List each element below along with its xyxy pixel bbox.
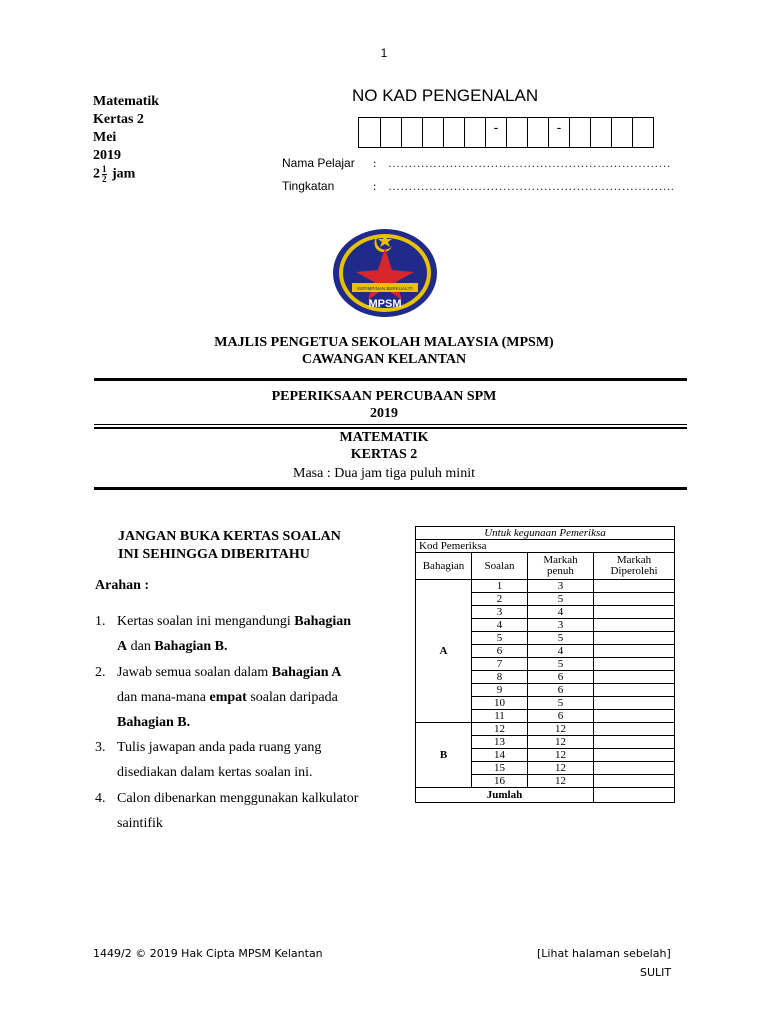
ic-cell[interactable] bbox=[359, 118, 380, 147]
ic-cell[interactable] bbox=[632, 118, 653, 147]
divider-2a bbox=[94, 424, 687, 425]
warning-line-1: JANGAN BUKA KERTAS SOALAN bbox=[118, 529, 341, 544]
instruction-bold: Bahagian B. bbox=[154, 639, 228, 654]
ic-cell[interactable]: - bbox=[485, 118, 506, 147]
instruction-text: saintifik bbox=[117, 816, 163, 831]
instruction-text: soalan daripada bbox=[246, 690, 338, 705]
full-marks: 12 bbox=[528, 723, 594, 736]
instruction-bold: A bbox=[117, 639, 128, 654]
obtained-marks-cell[interactable] bbox=[594, 723, 675, 736]
full-marks: 6 bbox=[528, 671, 594, 684]
sulit-mark: SULIT bbox=[640, 966, 672, 979]
obtained-marks-cell[interactable] bbox=[594, 593, 675, 606]
obtained-marks-cell[interactable] bbox=[594, 775, 675, 788]
table-caption: Untuk kegunaan Pemeriksa bbox=[416, 527, 675, 540]
ic-cell[interactable] bbox=[506, 118, 527, 147]
duration-denominator: 2 bbox=[102, 174, 107, 184]
exam-line-2: 2019 bbox=[370, 406, 398, 421]
instruction-bold: Bahagian bbox=[294, 614, 352, 629]
org-line-2: CAWANGAN KELANTAN bbox=[301, 352, 467, 367]
ic-title: NO KAD PENGENALAN bbox=[352, 86, 539, 105]
ic-cell[interactable] bbox=[527, 118, 548, 147]
full-marks: 12 bbox=[528, 749, 594, 762]
ic-cell[interactable] bbox=[590, 118, 611, 147]
name-colon: : bbox=[373, 156, 377, 170]
instruction-text: dan bbox=[127, 639, 155, 654]
class-colon: : bbox=[373, 179, 377, 193]
instruction-bold: empat bbox=[209, 690, 247, 705]
col-question: Soalan bbox=[472, 553, 528, 580]
full-marks: 12 bbox=[528, 775, 594, 788]
question-number: 8 bbox=[472, 671, 528, 684]
meta-subject: Matematik bbox=[93, 94, 160, 109]
obtained-marks-cell[interactable] bbox=[594, 749, 675, 762]
paper-meta bbox=[93, 93, 159, 184]
full-marks: 4 bbox=[528, 606, 594, 619]
full-marks: 5 bbox=[528, 632, 594, 645]
full-marks: 4 bbox=[528, 645, 594, 658]
instruction-2 bbox=[95, 660, 395, 735]
instruction-number: 1. bbox=[95, 614, 106, 629]
obtained-marks-cell[interactable] bbox=[594, 697, 675, 710]
obtained-marks-cell[interactable] bbox=[594, 671, 675, 684]
time-allowed: Masa : Dua jam tiga puluh minit bbox=[293, 466, 475, 481]
question-number: 14 bbox=[472, 749, 528, 762]
instruction-1 bbox=[95, 609, 395, 659]
logo-text: MPSM bbox=[368, 298, 402, 310]
question-number: 1 bbox=[472, 580, 528, 593]
next-page-note: [Lihat halaman sebelah] bbox=[537, 947, 671, 960]
question-number: 7 bbox=[472, 658, 528, 671]
divider-1 bbox=[94, 378, 687, 381]
duration-numerator: 1 bbox=[102, 164, 107, 174]
full-marks: 6 bbox=[528, 684, 594, 697]
instruction-text: Kertas soalan ini mengandungi bbox=[117, 614, 295, 629]
question-number: 6 bbox=[472, 645, 528, 658]
ic-number-box[interactable] bbox=[358, 117, 654, 148]
col-obtained-marks bbox=[594, 553, 675, 580]
meta-year: 2019 bbox=[93, 148, 121, 163]
instruction-number: 3. bbox=[95, 740, 106, 755]
class-label: Tingkatan bbox=[282, 179, 335, 193]
col-obtained-line-2: Diperolehi bbox=[610, 565, 658, 577]
instruction-text: Jawab semua soalan dalam bbox=[117, 665, 272, 680]
full-marks: 5 bbox=[528, 593, 594, 606]
table-row bbox=[416, 723, 675, 736]
page-number: 1 bbox=[380, 46, 388, 60]
obtained-marks-cell[interactable] bbox=[594, 606, 675, 619]
class-field[interactable]: ……………………………………………………………. bbox=[388, 179, 675, 193]
question-number: 3 bbox=[472, 606, 528, 619]
question-number: 4 bbox=[472, 619, 528, 632]
paper-title: KERTAS 2 bbox=[350, 447, 418, 462]
ic-cell[interactable] bbox=[443, 118, 464, 147]
subject-title: MATEMATIK bbox=[339, 430, 429, 445]
question-number: 2 bbox=[472, 593, 528, 606]
ic-cell[interactable]: - bbox=[548, 118, 569, 147]
full-marks: 12 bbox=[528, 736, 594, 749]
obtained-marks-cell[interactable] bbox=[594, 658, 675, 671]
col-full-marks-line-1: Markah bbox=[543, 554, 578, 566]
ic-cell[interactable] bbox=[464, 118, 485, 147]
name-label: Nama Pelajar bbox=[282, 156, 355, 170]
duration-fraction bbox=[102, 165, 107, 184]
col-obtained-line-1: Markah bbox=[616, 554, 652, 566]
duration-whole: 2 bbox=[93, 166, 100, 182]
obtained-marks-cell[interactable] bbox=[594, 684, 675, 697]
instruction-text: disediakan dalam kertas soalan ini. bbox=[117, 765, 313, 780]
ic-cell[interactable] bbox=[401, 118, 422, 147]
ic-cell[interactable] bbox=[569, 118, 590, 147]
obtained-marks-cell[interactable] bbox=[594, 762, 675, 775]
name-field[interactable]: …………………………………………………………… bbox=[388, 156, 671, 170]
instruction-text: Calon dibenarkan menggunakan kalkulator bbox=[117, 791, 359, 806]
full-marks: 12 bbox=[528, 762, 594, 775]
instruction-text: dan mana-mana bbox=[117, 690, 210, 705]
question-number: 16 bbox=[472, 775, 528, 788]
instruction-number: 4. bbox=[95, 791, 106, 806]
mpsm-logo bbox=[330, 226, 440, 318]
exam-line-1: PEPERIKSAAN PERCUBAAN SPM bbox=[271, 389, 497, 404]
obtained-marks-cell[interactable] bbox=[594, 645, 675, 658]
full-marks: 5 bbox=[528, 658, 594, 671]
full-marks: 3 bbox=[528, 619, 594, 632]
instruction-3 bbox=[95, 735, 395, 785]
question-number: 5 bbox=[472, 632, 528, 645]
question-number: 11 bbox=[472, 710, 528, 723]
question-number: 15 bbox=[472, 762, 528, 775]
obtained-marks-cell[interactable] bbox=[594, 580, 675, 593]
table-header-row bbox=[416, 553, 675, 580]
question-number: 12 bbox=[472, 723, 528, 736]
copyright: 1449/2 © 2019 Hak Cipta MPSM Kelantan bbox=[93, 947, 323, 960]
instruction-text: Tulis jawapan anda pada ruang yang bbox=[117, 740, 322, 755]
meta-month: Mei bbox=[93, 130, 117, 145]
instructions-title: Arahan : bbox=[95, 578, 150, 593]
ic-cell[interactable] bbox=[422, 118, 443, 147]
obtained-marks-cell[interactable] bbox=[594, 632, 675, 645]
instruction-bold: Bahagian B. bbox=[117, 715, 191, 730]
full-marks: 6 bbox=[528, 710, 594, 723]
table-caption-row bbox=[416, 527, 675, 540]
divider-3 bbox=[94, 487, 687, 490]
question-number: 13 bbox=[472, 736, 528, 749]
examiner-table bbox=[415, 526, 675, 803]
warning-text bbox=[118, 528, 398, 564]
instruction-number: 2. bbox=[95, 665, 106, 680]
examiner-code-row bbox=[416, 540, 675, 553]
obtained-marks-cell[interactable] bbox=[594, 736, 675, 749]
table-row bbox=[416, 580, 675, 593]
warning-line-2: INI SEHINGGA DIBERITAHU bbox=[118, 547, 310, 562]
instruction-4 bbox=[95, 786, 395, 836]
question-number: 9 bbox=[472, 684, 528, 697]
obtained-marks-cell[interactable] bbox=[594, 710, 675, 723]
meta-duration bbox=[93, 165, 159, 184]
total-marks-cell[interactable] bbox=[594, 788, 675, 803]
section-label: A bbox=[416, 580, 472, 723]
full-marks: 5 bbox=[528, 697, 594, 710]
obtained-marks-cell[interactable] bbox=[594, 619, 675, 632]
mpsm-logo-icon bbox=[330, 226, 440, 318]
examiner-code[interactable]: Kod Pemeriksa bbox=[416, 540, 675, 553]
org-line-1: MAJLIS PENGETUA SEKOLAH MALAYSIA (MPSM) bbox=[214, 335, 554, 350]
question-number: 10 bbox=[472, 697, 528, 710]
col-section: Bahagian bbox=[416, 553, 472, 580]
duration-unit: jam bbox=[112, 166, 136, 182]
section-label: B bbox=[416, 723, 472, 788]
total-row bbox=[416, 788, 675, 803]
divider-2b bbox=[94, 427, 687, 429]
instruction-bold: Bahagian A bbox=[271, 665, 342, 680]
total-label: Jumlah bbox=[416, 788, 594, 803]
meta-paper: Kertas 2 bbox=[93, 112, 144, 127]
col-full-marks-line-2: penuh bbox=[547, 565, 574, 577]
ic-cell[interactable] bbox=[611, 118, 632, 147]
logo-ribbon-text: KEPIMPINAN BERKUALITI bbox=[357, 286, 413, 291]
ic-cell[interactable] bbox=[380, 118, 401, 147]
full-marks: 3 bbox=[528, 580, 594, 593]
col-full-marks bbox=[528, 553, 594, 580]
